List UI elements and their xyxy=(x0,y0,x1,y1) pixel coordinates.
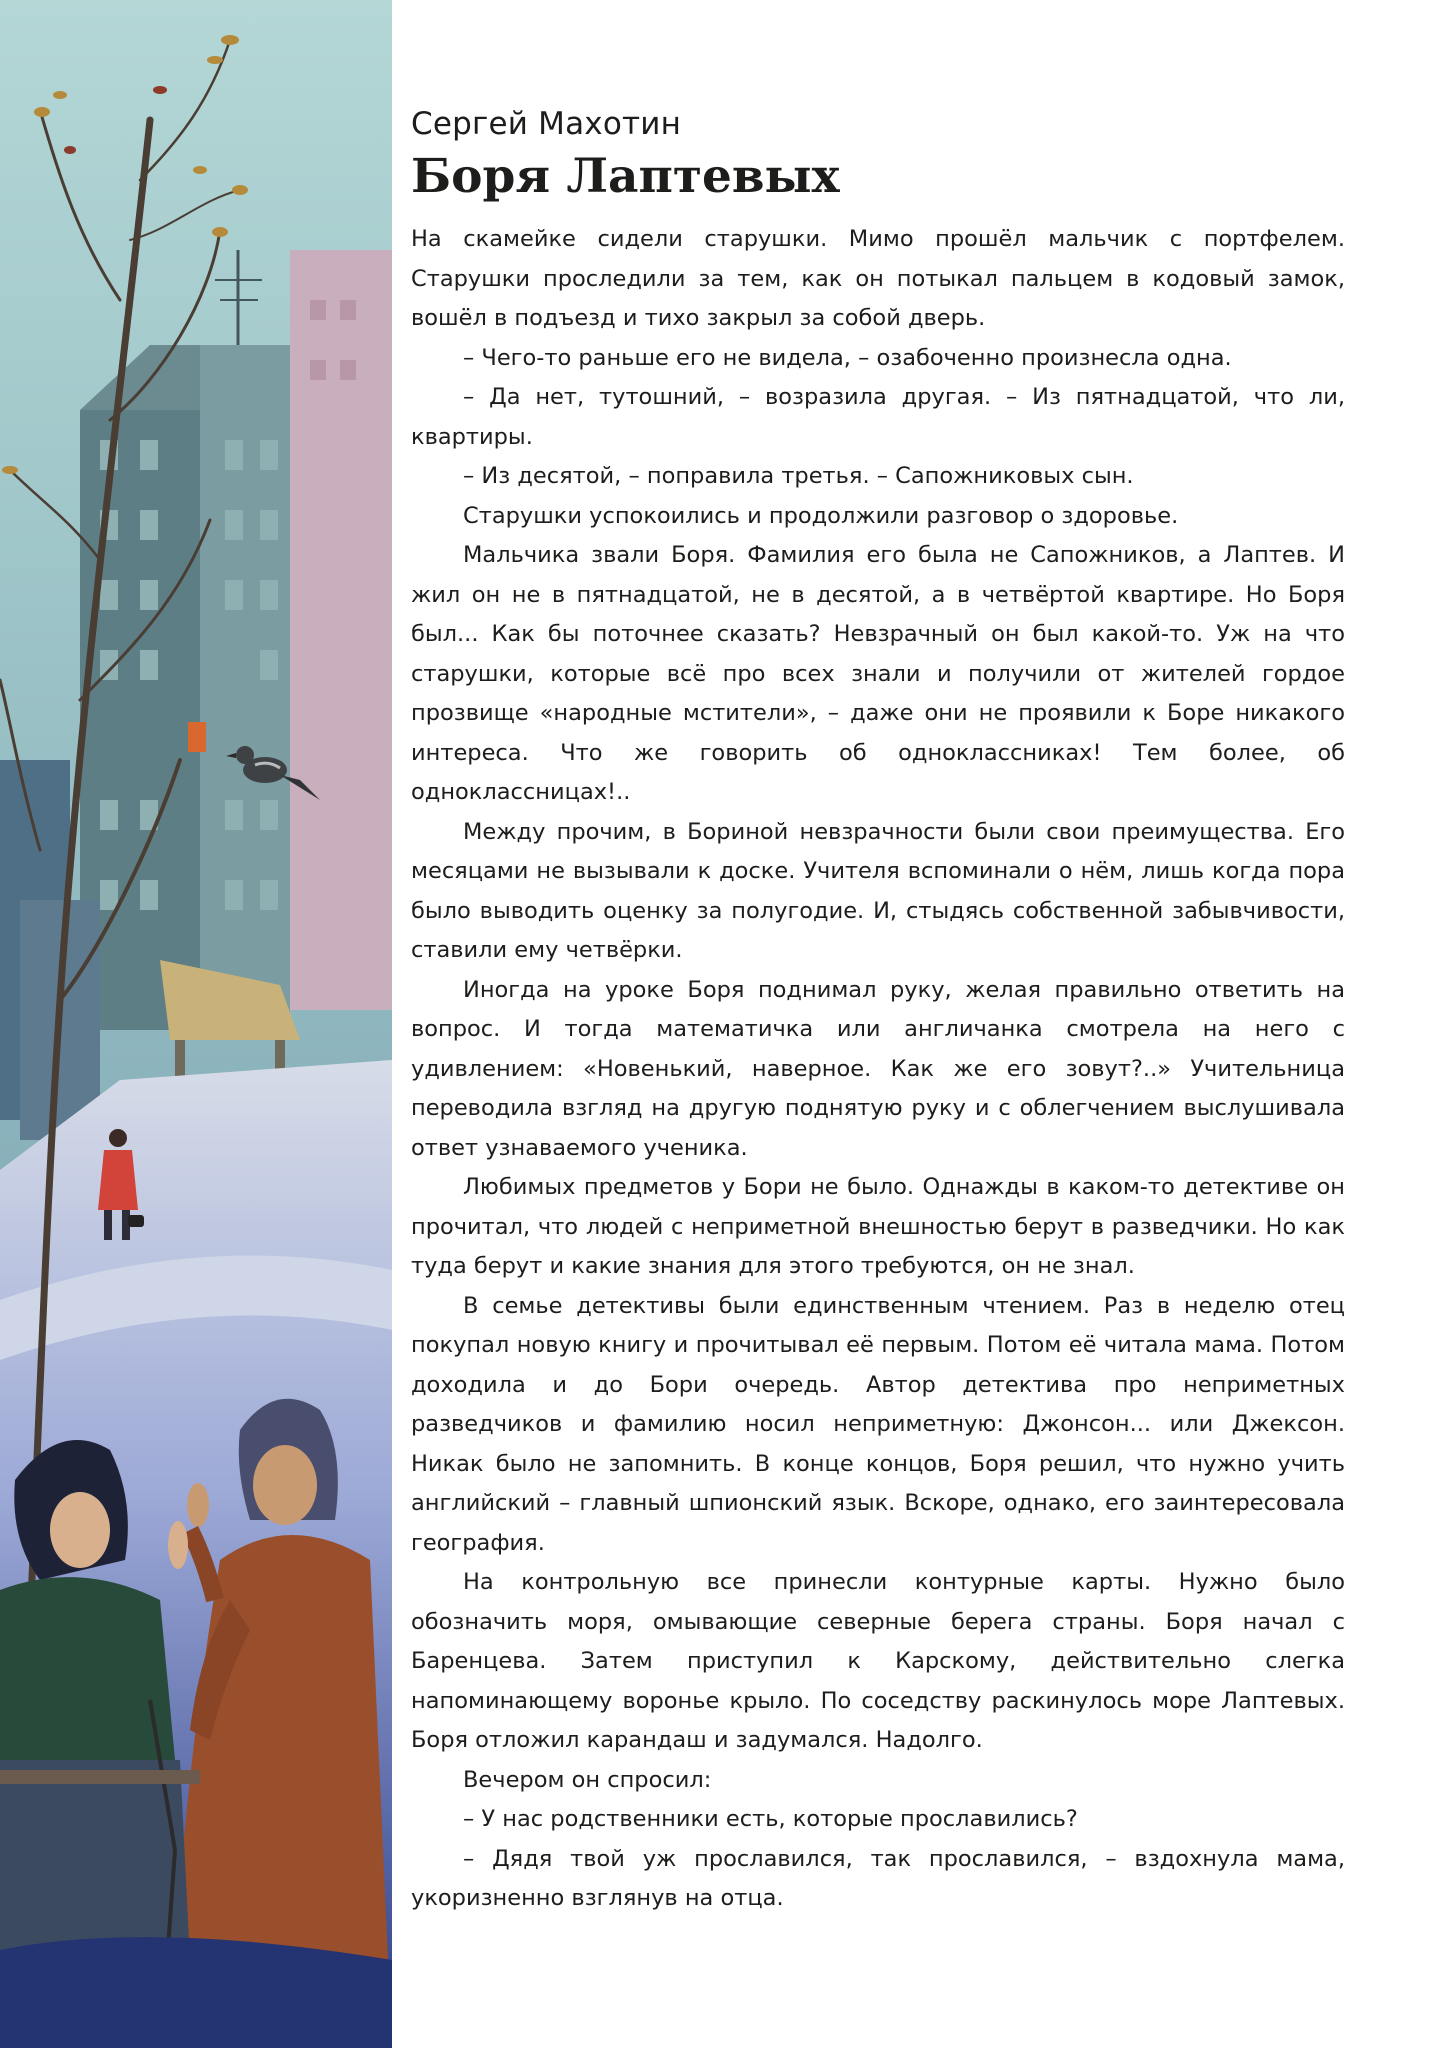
paragraph: – Да нет, тутошний, – возразила другая. – Из пятнадцатой, что ли, квартиры. xyxy=(411,384,1345,450)
paragraph: Вечером он спросил: xyxy=(463,1766,712,1793)
story-title: Боря Лаптевых xyxy=(411,149,840,204)
story-body xyxy=(411,220,1345,1919)
lit-window xyxy=(188,722,206,752)
paragraph: На скамейке сидели старушки. Мимо прошёл мальчик с портфелем. Старушки проследили за тем, как он потыкал пальцем в кодовый замок, вошёл в подъезд и тихо закрыл за собой дверь. xyxy=(411,226,1345,331)
story-text xyxy=(411,104,1345,1919)
paragraph: – Чего-то раньше его не видела, – озабоченно произнесла одна. xyxy=(463,344,1232,371)
author-name: Сергей Махотин xyxy=(411,106,682,142)
paragraph: Между прочим, в Бориной невзрачности были свои преимущества. Его месяцами не вызывали к доске. Учителя вспоминали о нём, лишь когда пора было выводить оценку за полугодие. И, стыдясь собственной забывчивости, ставили ему четвёрки. xyxy=(411,818,1345,963)
paragraph: Иногда на уроке Боря поднимал руку, желая правильно ответить на вопрос. И тогда математичка или англичанка смотрела на него с удивлением: «Новенький, наверное. Как же его зовут?..» Учительница переводила взгляд на другую поднятую руку и с облегчением выслушивала ответ узнаваемого ученика. xyxy=(411,976,1345,1161)
paragraph: – У нас родственники есть, которые прославились? xyxy=(463,1806,1078,1832)
paragraph: – Дядя твой уж прославился, так прославился, – вздохнула мама, укоризненно взглянув на отца. xyxy=(411,1845,1345,1911)
paragraph: – Из десятой, – поправила третья. – Сапожниковых сын. xyxy=(463,463,1134,489)
paragraph: В семье детективы были единственным чтением. Раз в неделю отец покупал новую книгу и прочитывал её первым. Потом её читала мама. Потом доходила и до Бори очередь. Автор детектива про неприметных разведчиков и фамилию носил неприметную: Джонсон... или Джексон. Никак было не запомнить. В конце концов, Боря решил, что нужно учить английский – главный шпионский язык. Вскоре, однако, его заинтересовала география. xyxy=(411,1292,1345,1556)
paragraph: Старушки успокоились и продолжили разговор о здоровье. xyxy=(463,502,1179,529)
bench xyxy=(0,1770,200,1784)
paragraph: Любимых предметов у Бори не было. Однажды в каком-то детективе он прочитал, что людей с неприметной внешностью берут в разведчики. Но как туда берут и какие знания для этого требуются, он не знал. xyxy=(411,1174,1345,1279)
paragraph: На контрольную все принесли контурные карты. Нужно было обозначить моря, омывающие северные берега страны. Боря начал с Баренцева. Затем приступил к Карскому, действительно слегка напоминающему воронье крыло. По соседству раскинулось море Лаптевых. Боря отложил карандаш и задумался. Надолго. xyxy=(411,1569,1345,1753)
paragraph: Мальчика звали Боря. Фамилия его была не Сапожников, а Лаптев. И жил он не в пятнадцатой, не в десятой, а в четвёртой квартире. Но Боря был... Как бы поточнее сказать? Невзрачный он был какой-то. Уж на что старушки, которые всё про всех знали и получили от жителей гордое прозвище «народные мстители», – даже они не проявили к Боре никакого интереса. Что же говорить об одноклассниках! Тем более, об одноклассницах!.. xyxy=(411,542,1345,805)
story-illustration xyxy=(0,0,392,2048)
